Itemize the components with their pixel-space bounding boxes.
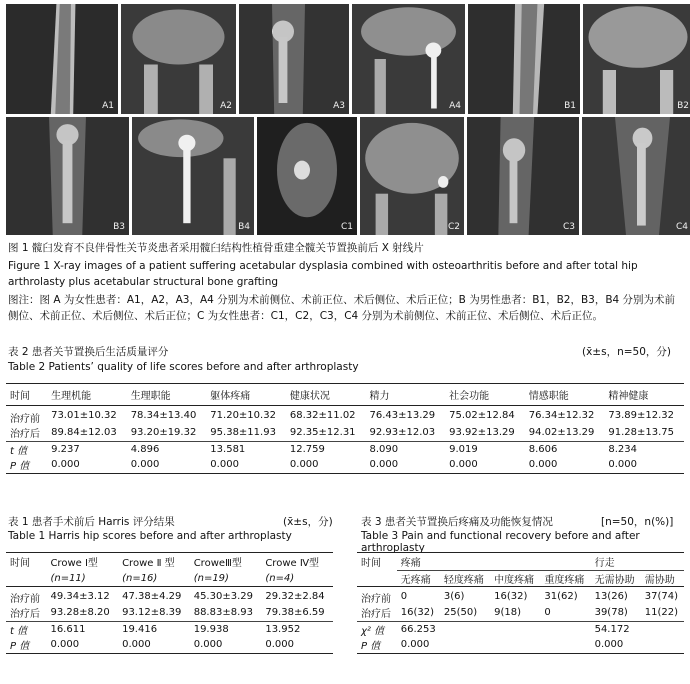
table-row <box>6 637 333 653</box>
header-cell: 躯体疼痛 <box>206 384 286 406</box>
cell: 治疗后 <box>10 609 40 621</box>
header-cell <box>357 571 397 587</box>
cell: 9.019 <box>445 441 525 457</box>
table2-title-en: Table 2 Patients’ quality of life scores before and after arthroplasty <box>8 361 359 373</box>
table-row <box>6 425 684 441</box>
panel-label: B2 <box>677 101 689 111</box>
table-header-row <box>6 553 333 571</box>
xray-panel <box>467 117 579 235</box>
cell: 79.38±6.59 <box>265 607 325 619</box>
header-cell: 生理机能 <box>47 384 127 406</box>
table1-title-cn: 表 1 患者手术前后 Harris 评分结果 <box>8 516 175 528</box>
cell: 13(26) <box>594 590 628 602</box>
cell: 88.83±8.93 <box>193 607 253 619</box>
cell: 19.416 <box>118 621 190 637</box>
cell: 0 <box>400 590 408 602</box>
header-cell: 无需协助 <box>591 571 641 587</box>
header-cell: 社会功能 <box>445 384 525 406</box>
panel-label: A2 <box>220 101 232 111</box>
cell: 93.92±13.29 <box>449 427 515 439</box>
cell: 0.000 <box>261 637 333 653</box>
header-cell: 时间 <box>6 384 47 406</box>
header-cell: 中度疼痛 <box>490 571 540 587</box>
cell: 11(22) <box>644 607 679 619</box>
cell: 8.234 <box>604 441 684 457</box>
cell: 73.89±12.32 <box>608 410 674 421</box>
cell: 0.000 <box>397 637 591 653</box>
cell: 71.20±10.32 <box>210 410 276 421</box>
cell: 45.30±3.29 <box>193 590 253 602</box>
figure-caption-cn: 图 1 髋臼发育不良伴骨性关节炎患者采用髋臼结构性植骨重建全髋关节置换前后 X 射线片 <box>8 242 424 254</box>
cell: 0.000 <box>366 457 446 473</box>
cell: t 值 <box>6 621 46 637</box>
table2-title-cn: 表 2 患者关节置换后生活质量评分 <box>8 346 169 358</box>
cell: P 值 <box>6 457 47 473</box>
table-row <box>357 587 684 606</box>
header-cell: Crowe Ⅳ型 <box>261 553 333 571</box>
cell: 0.000 <box>190 637 262 653</box>
cell: 47.38±4.29 <box>122 590 182 602</box>
cell: 89.84±12.03 <box>51 427 117 439</box>
table1-stat: (x̄±s，分) <box>283 516 333 528</box>
table-row <box>6 587 333 606</box>
xray-row-2 <box>6 117 690 235</box>
cell: 31(62) <box>544 590 578 602</box>
cell: 治疗前 <box>361 594 391 605</box>
figure-caption-en: Figure 1 X-ray images of a patient suffering acetabular dysplasia combined with osteoarthritis before and after total hip arthrolasty plus acetabular structural bone grafting <box>8 260 638 288</box>
cell: 16(32) <box>494 590 528 602</box>
cell: 66.253 <box>397 621 591 637</box>
cell: 49.34±3.12 <box>50 590 110 602</box>
table3-title-cn: 表 3 患者关节置换后疼痛及功能恢复情况 <box>361 516 553 528</box>
cell: 0.000 <box>286 457 366 473</box>
table-header-row <box>6 384 684 406</box>
header-cell: Crowe Ⅰ型 <box>46 553 118 571</box>
header-cell: (n=4) <box>261 571 333 587</box>
cell: 78.34±13.40 <box>130 410 197 421</box>
header-cell: 情感职能 <box>525 384 605 406</box>
xray-panel <box>360 117 464 235</box>
panel-label: B3 <box>113 222 125 232</box>
header-cell: 轻度疼痛 <box>440 571 490 587</box>
cell: 9.237 <box>47 441 127 457</box>
xray-panel <box>121 4 236 114</box>
cell: 13.581 <box>206 441 286 457</box>
table-row <box>6 406 684 426</box>
xray-panel <box>132 117 254 235</box>
panel-label: B1 <box>564 101 576 111</box>
header-cell: 无疼痛 <box>397 571 440 587</box>
header-cell: 健康状况 <box>286 384 366 406</box>
header-cell: (n=11) <box>46 571 118 587</box>
table-row <box>357 605 684 621</box>
table1-title-en: Table 1 Harris hip scores before and after arthroplasty <box>8 530 292 542</box>
cell: 68.32±11.02 <box>289 410 356 421</box>
cell: 73.01±10.32 <box>51 410 117 421</box>
xray-panel <box>352 4 465 114</box>
header-cell: (n=19) <box>190 571 262 587</box>
cell: 0.000 <box>118 637 190 653</box>
cell: 76.43±13.29 <box>369 410 436 421</box>
table-row <box>6 605 333 621</box>
header-cell <box>6 571 46 587</box>
cell: χ² 值 <box>357 621 397 637</box>
header-cell: 重度疼痛 <box>540 571 590 587</box>
table2 <box>6 383 684 474</box>
cell: 8.090 <box>366 441 446 457</box>
cell: 37(74) <box>644 590 679 602</box>
header-cell: 时间 <box>357 553 397 571</box>
xray-panel <box>239 4 349 114</box>
cell: 0.000 <box>46 637 118 653</box>
cell: 8.606 <box>525 441 605 457</box>
table3-title-en: Table 3 Pain and functional recovery before and after arthroplasty <box>361 530 640 554</box>
cell: 94.02±13.29 <box>528 427 595 439</box>
cell: 16.611 <box>46 621 118 637</box>
figure-note: 图注：图 A 为女性患者：A1，A2，A3，A4 分别为术前侧位、术前正位、术后侧位、术后正位；B 为男性患者：B1，B2，B3，B4 分别为术前侧位、术前正位、术后侧位、术后正位；C 为女性患者：C1，C2，C3，C4 分别为术前侧位、术前正位、术后侧位、术后正位。 <box>8 294 676 322</box>
cell: 12.759 <box>286 441 366 457</box>
header-group: 疼痛 <box>397 553 591 571</box>
header-group: 行走 <box>591 553 684 571</box>
cell: 54.172 <box>591 621 684 637</box>
panel-label: B4 <box>238 222 250 232</box>
table-row <box>357 637 684 653</box>
table-header-row <box>357 553 684 571</box>
cell: 13.952 <box>261 621 333 637</box>
cell: 93.20±19.32 <box>130 427 197 439</box>
cell: 0.000 <box>591 637 684 653</box>
cell: 39(78) <box>594 607 628 619</box>
header-cell: 需协助 <box>641 571 684 587</box>
cell: 0.000 <box>47 457 127 473</box>
panel-label: C3 <box>562 222 575 232</box>
cell: 9(18) <box>494 607 522 619</box>
cell: P 值 <box>6 637 46 653</box>
table-row <box>6 457 684 473</box>
panel-label: A3 <box>333 101 345 111</box>
panel-label: A4 <box>449 101 461 111</box>
cell: 0.000 <box>604 457 684 473</box>
cell: 93.28±8.20 <box>50 607 110 619</box>
panel-label: C2 <box>447 222 460 232</box>
header-cell: CroweⅢ型 <box>190 553 262 571</box>
table-row <box>6 621 333 637</box>
cell: 4.896 <box>127 441 207 457</box>
xray-panel <box>468 4 580 114</box>
cell: 治疗后 <box>10 429 40 441</box>
table2-stat: (x̄±s，n=50，分) <box>582 346 671 358</box>
cell: 95.38±11.93 <box>210 427 276 439</box>
cell: 治疗前 <box>10 414 40 425</box>
header-cell: 时间 <box>6 553 46 571</box>
xray-panel <box>582 117 690 235</box>
cell: 91.28±13.75 <box>608 427 674 439</box>
cell: 92.93±12.03 <box>369 427 436 439</box>
table1 <box>6 552 333 654</box>
xray-panel <box>583 4 690 114</box>
cell: 93.12±8.39 <box>122 607 182 619</box>
xray-panel <box>6 117 129 235</box>
cell: 0.000 <box>127 457 207 473</box>
cell: 0 <box>544 607 551 619</box>
cell: 76.34±12.32 <box>528 410 595 421</box>
header-cell: (n=16) <box>118 571 190 587</box>
table-row <box>6 441 684 457</box>
table-row <box>357 621 684 637</box>
cell: 29.32±2.84 <box>265 590 325 602</box>
cell: 0.000 <box>445 457 525 473</box>
table3 <box>357 552 684 654</box>
xray-panel <box>257 117 357 235</box>
cell: 治疗后 <box>361 609 391 621</box>
cell: t 值 <box>6 441 47 457</box>
cell: 19.938 <box>190 621 262 637</box>
xray-panel <box>6 4 118 114</box>
cell: 0.000 <box>525 457 605 473</box>
xray-row-1 <box>6 4 690 114</box>
cell: 92.35±12.31 <box>289 427 356 439</box>
header-cell: 精神健康 <box>604 384 684 406</box>
cell: 75.02±12.84 <box>449 410 515 421</box>
cell: 16(32) <box>400 607 435 619</box>
header-cell: 精力 <box>366 384 446 406</box>
panel-label: C4 <box>675 222 688 232</box>
cell: 治疗前 <box>10 594 40 605</box>
header-cell: Crowe Ⅱ 型 <box>118 553 190 571</box>
panel-label: A1 <box>102 101 114 111</box>
table3-stat: [n=50，n(%)] <box>601 516 674 528</box>
table-subheader-row <box>357 571 684 587</box>
panel-label: C1 <box>340 222 353 232</box>
header-cell: 生理职能 <box>127 384 207 406</box>
cell: P 值 <box>357 637 397 653</box>
cell: 0.000 <box>206 457 286 473</box>
table-subheader-row <box>6 571 333 587</box>
cell: 3(6) <box>443 590 465 602</box>
cell: 25(50) <box>443 607 478 619</box>
